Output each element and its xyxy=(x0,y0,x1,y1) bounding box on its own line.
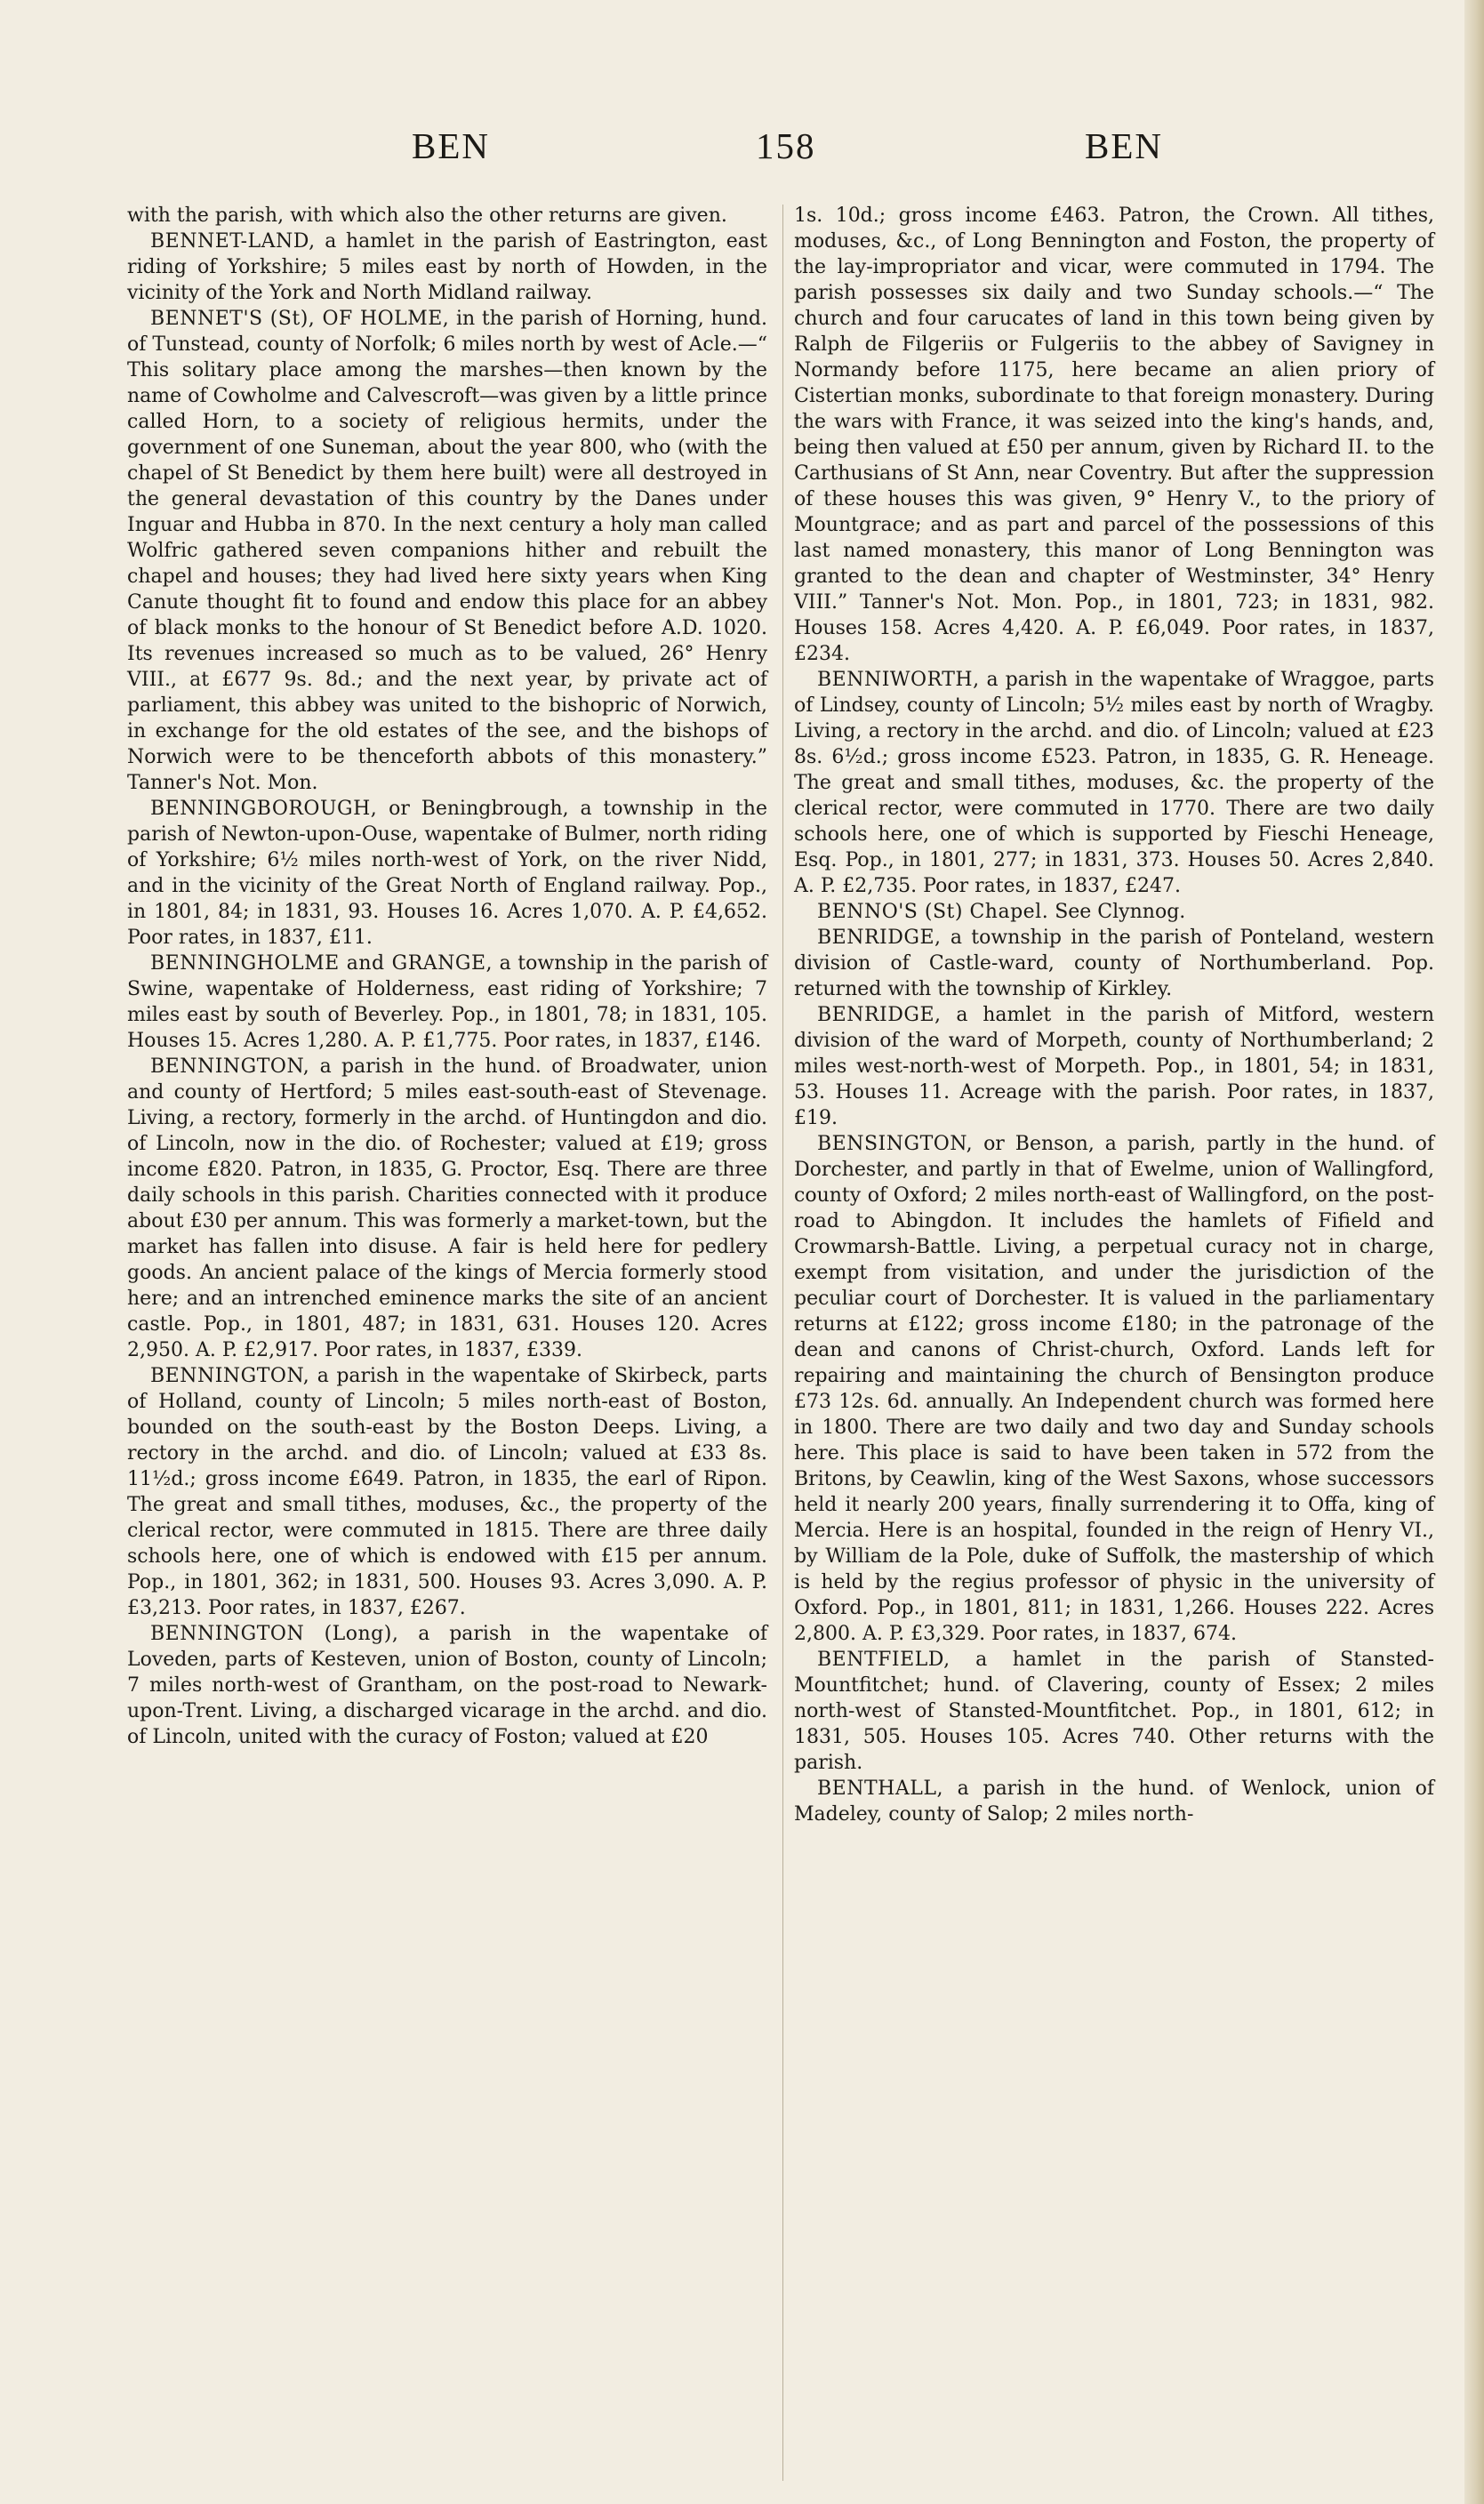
entry-text: a parish in the wapentake of Skirbeck, parts of Holland, county of Lincoln; 5 miles north-east of Boston, bounded on the south-east by the Boston Deeps. Living, a rectory in the archd. and dio. of Lincoln; valued at £33 8s. 11½d.; gross income £649. Patron, in 1835, the earl of Ripon. The great and small tithes, moduses, &c., the property of the clerical rector, were commuted in 1815. There are three daily schools here, one of which is endowed with £15 per annum. Pop., in 1801, 362; in 1831, 500. Houses 93. Acres 3,090. A. P. £3,213. Poor rates, in 1837, £267. xyxy=(127,1365,767,1619)
entry-headword: BENNINGTON, xyxy=(150,1365,310,1387)
entry-text: a parish in the wapentake of Loveden, parts of Kesteven, union of Boston, county of Lincoln; 7 miles north-west of Grantham, on the post-road to Newark-upon-Trent. Living, a discharged vicarage in the archd. and dio. of Lincoln, united with the curacy of Foston; valued at £20 xyxy=(127,1623,768,1748)
entry-text: a township in the parish of Swine, wapentake of Holderness, east riding of Yorkshire; 7 miles east by south of Beverley. Pop., in 1801, 78; in 1831, 105. Houses 15. Acres 1,280. A. P. £1,775. Poor rates, in 1837, £146. xyxy=(127,952,767,1052)
entry-text: a hamlet in the parish of Mitford, western division of the ward of Morpeth, county of Northumberland; 2 miles west-north-west of Morpeth. Pop., in 1801, 54; in 1831, 53. Houses 11. Acreage with the parish. Poor rates, in 1837, £19. xyxy=(794,1004,1435,1129)
entry xyxy=(794,1131,1434,1647)
entry-headword: BENRIDGE, xyxy=(817,927,942,949)
entry-text: or Benson, a parish, partly in the hund. of Dorchester, and partly in that of Ewelme, union of Wallingford, county of Oxford; 2 miles north-east of Wallingford, on the post-road to Abingdon. It includes the hamlets of Fifield and Crowmarsh-Battle. Living, a perpetual curacy not in charge, exempt from visitation, and under the jurisdiction of the peculiar court of Dorchester. It is valued in the parliamentary returns at £122; gross income £180; in the patronage of the dean and canons of Christ-church, Oxford. Lands left for repairing and maintaining the church of Bensington produce £73 12s. 6d. annually. An Independent church was formed here in 1800. There are two daily and two day and Sunday schools here. This place is said to have been taken in 572 from the Britons, by Ceawlin, king of the West Saxons, whose successors held it nearly 200 years, finally surrendering it to Offa, king of Mercia. Here is an hospital, founded in the reign of Henry VI., by William de la Pole, duke of Suffolk, the mastership of which is held by the regius professor of physic in the university of Oxford. Pop., in 1801, 811; in 1831, 1,266. Houses 222. Acres 2,800. A. P. £3,329. Poor rates, in 1837, 674. xyxy=(794,1133,1434,1645)
right-running-head: BEN xyxy=(1085,125,1163,166)
entry-headword: BENNINGTON (Long), xyxy=(150,1623,399,1645)
entry-headword: BENTFIELD, xyxy=(817,1649,951,1671)
entry xyxy=(127,203,767,229)
entry xyxy=(127,1363,767,1621)
left-column xyxy=(127,203,767,1750)
entry-headword: BENNINGBOROUGH, xyxy=(150,798,378,820)
entry xyxy=(794,203,1434,667)
column-divider xyxy=(782,205,783,2481)
page-edge xyxy=(1464,0,1484,2504)
entry-text: or Beningbrough, a township in the parish of Newton-upon-Ouse, wapentake of Bulmer, north riding of Yorkshire; 6½ miles north-west of York, on the river Nidd, and in the vicinity of the Great North of England railway. Pop., in 1801, 84; in 1831, 93. Houses 16. Acres 1,070. A. P. £4,652. Poor rates, in 1837, £11. xyxy=(127,798,767,949)
entry-text: in the parish of Horning, hund. of Tunstead, county of Norfolk; 6 miles north by west of Acle.—“ This solitary place among the marshes—then known by the name of Cowholme and Calvescroft—was given by a little prince called Horn, to a society of religious hermits, under the government of one Suneman, about the year 800, who (with the chapel of St Benedict by them here built) were all destroyed in the general devastation of this country by the Danes under Inguar and Hubba in 870. In the next century a holy man called Wolfric gathered seven companions hither and rebuilt the chapel and houses; they had lived here sixty years when King Canute thought fit to found and endow this place for an abbey of black monks to the honour of St Benedict before A.D. 1020. Its revenues increased so much as to be valued, 26° Henry VIII., at £677 9s. 8d.; and the next year, by private act of parliament, this abbey was united to the bishopric of Norwich, in exchange for the old estates of the see, and the bishops of Norwich were to be thenceforth abbots of this monastery.” Tanner's Not. Mon. xyxy=(127,308,768,794)
entry-text: a hamlet in the parish of Eastrington, east riding of Yorkshire; 5 miles east by north of Howden, in the vicinity of the York and North Midland railway. xyxy=(127,230,767,304)
entry xyxy=(794,1002,1434,1131)
entry-headword: BENNINGTON, xyxy=(150,1055,310,1078)
entry-headword: BENRIDGE, xyxy=(817,1004,942,1026)
page-number: 158 xyxy=(756,125,816,166)
running-header xyxy=(124,124,1440,178)
entry-text: a hamlet in the parish of Stansted-Mountfitchet; hund. of Clavering, county of Essex; 2 miles north-west of Stansted-Mountfitchet. Pop., in 1801, 612; in 1831, 505. Houses 105. Acres 740. Other returns with the parish. xyxy=(794,1649,1434,1774)
entry-text: a township in the parish of Ponteland, western division of Castle-ward, county of Northumberland. Pop. returned with the township of Kirkley. xyxy=(794,927,1434,1000)
entry xyxy=(127,951,767,1054)
entry xyxy=(794,1776,1434,1827)
entry xyxy=(127,796,767,951)
entry xyxy=(794,667,1434,899)
entry xyxy=(127,306,767,796)
entry-headword: BENTHALL, xyxy=(817,1778,943,1800)
entry-headword: BENNIWORTH, xyxy=(817,669,980,691)
entry-text: a parish in the wapentake of Wraggoe, parts of Lindsey, county of Lincoln; 5½ miles east by north of Wragby. Living, a rectory in the archd. and dio. of Lincoln; valued at £23 8s. 6½d.; gross income £523. Patron, in 1835, G. R. Heneage. The great and small tithes, moduses, &c. the property of the clerical rector, were commuted in 1770. There are two daily schools here, one of which is supported by Fieschi Heneage, Esq. Pop., in 1801, 277; in 1831, 373. Houses 50. Acres 2,840. A. P. £2,735. Poor rates, in 1837, £247. xyxy=(794,669,1434,897)
entry-text: 1s. 10d.; gross income £463. Patron, the Crown. All tithes, moduses, &c., of Long Bennington and Foston, the property of the lay-impropriator and vicar, were commuted in 1794. The parish possesses six daily and two Sunday schools.—“ The church and four carucates of land in this town being given by Ralph de Filgeriis or Fulgeriis to the abbey of Savigney in Normandy before 1175, here became an alien priory of Cistertian monks, subordinate to that foreign monastery. During the wars with France, it was seized into the king's hands, and, being then valued at £50 per annum, given by Richard II. to the Carthusians of St Ann, near Coventry. But after the suppression of these houses this was given, 9° Henry V., to the priory of Mountgrace; and as part and parcel of the possessions of this last named monastery, this manor of Long Bennington was granted to the dean and chapter of Westminster, 34° Henry VIII.” Tanner's Not. Mon. Pop., in 1801, 723; in 1831, 982. Houses 158. Acres 4,420. A. P. £6,049. Poor rates, in 1837, £234. xyxy=(794,205,1434,665)
entry-text: with the parish, with which also the other returns are given. xyxy=(127,205,727,227)
entry xyxy=(127,1054,767,1363)
entry xyxy=(794,925,1434,1002)
left-running-head: BEN xyxy=(412,125,490,166)
entry-text: a parish in the hund. of Wenlock, union of Madeley, county of Salop; 2 miles north- xyxy=(794,1778,1434,1826)
right-column xyxy=(794,203,1434,1827)
entry-text: See Clynnog. xyxy=(1055,901,1186,923)
entry-headword: BENNET'S (St), OF HOLME, xyxy=(150,308,450,330)
entry xyxy=(794,899,1434,925)
entry xyxy=(127,1621,767,1750)
entry xyxy=(127,229,767,306)
entry-headword: BENNO'S (St) Chapel. xyxy=(817,901,1049,923)
entry-headword: BENNET-LAND, xyxy=(150,230,316,253)
entry-headword: BENNINGHOLME and GRANGE, xyxy=(150,952,493,975)
entry-text: a parish in the hund. of Broadwater, union and county of Hertford; 5 miles east-south-east of Stevenage. Living, a rectory, formerly in the archd. of Huntingdon and dio. of Lincoln, now in the dio. of Rochester; valued at £19; gross income £820. Patron, in 1835, G. Proctor, Esq. There are three daily schools in this parish. Charities connected with it produce about £30 per annum. This was formerly a market-town, but the market has fallen into disuse. A fair is held here for pedlery goods. An ancient palace of the kings of Mercia formerly stood here; and an intrenched eminence marks the site of an ancient castle. Pop., in 1801, 487; in 1831, 631. Houses 120. Acres 2,950. A. P. £2,917. Poor rates, in 1837, £339. xyxy=(127,1055,767,1361)
entry xyxy=(794,1647,1434,1776)
entry-headword: BENSINGTON, xyxy=(817,1133,974,1155)
